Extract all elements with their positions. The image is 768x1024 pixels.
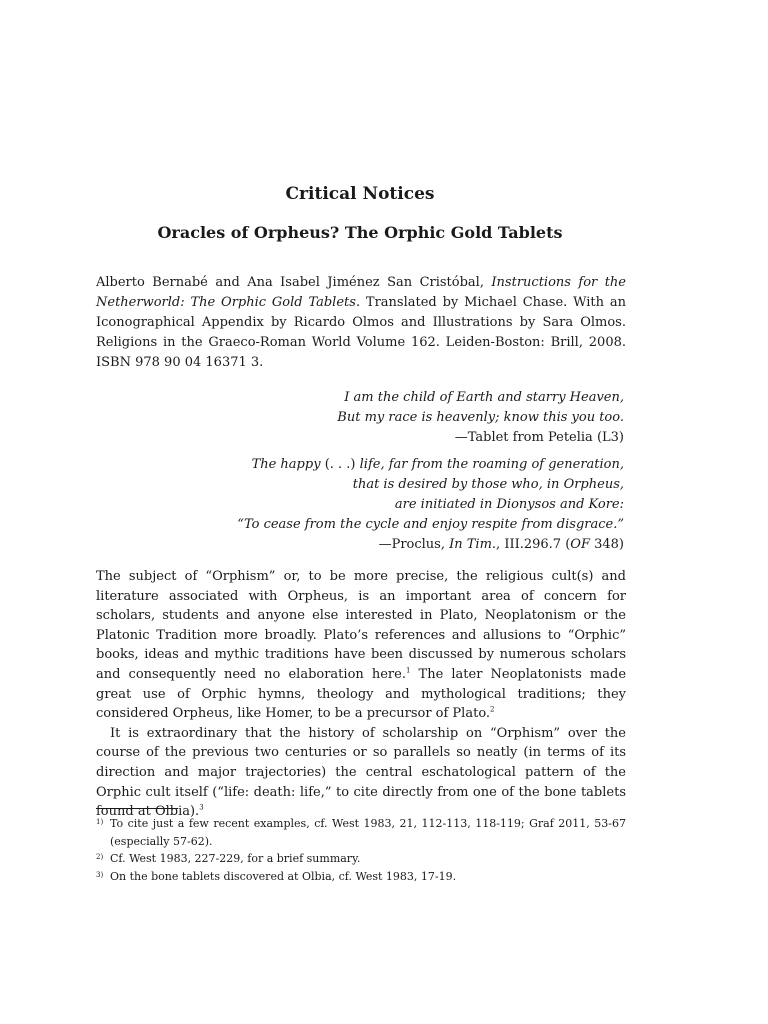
epigraph-proclus bbox=[180, 455, 624, 555]
article-title: Oracles of Orpheus? The Orphic Gold Tablets bbox=[157, 223, 563, 242]
footnote bbox=[96, 815, 626, 850]
epigraph-petelia bbox=[180, 388, 624, 448]
section-title: Critical Notices bbox=[285, 184, 435, 204]
epigraph-text: The happy bbox=[251, 457, 325, 472]
epigraph-line: that is desired by those who, in Orpheus, bbox=[352, 477, 624, 492]
citation-details: . Translated by Michael Chase. With an Iconographical Appendix by Ricardo Olmos and Illustrations by Sara Olmos. Religions in the Graeco-Roman World Volume 162. Leiden-Boston: Brill, 2008. ISBN 978 90 04 16371 3. bbox=[96, 295, 626, 370]
footnote-text: Cf. West 1983, 227-229, for a brief summary. bbox=[110, 852, 361, 865]
citation-authors: Alberto Bernabé and Ana Isabel Jiménez San Cristóbal, bbox=[96, 275, 492, 290]
body-text bbox=[96, 567, 626, 822]
epigraph-source bbox=[180, 535, 624, 555]
epigraph-line: I am the child of Earth and starry Heaven, bbox=[344, 390, 624, 405]
footnote-ref[interactable]: 3 bbox=[199, 803, 204, 812]
footnote-ref[interactable]: 1 bbox=[405, 666, 411, 675]
book-citation bbox=[96, 273, 626, 373]
epigraph-line: are initiated in Dionysos and Kore: bbox=[394, 497, 624, 512]
footnote-ref[interactable]: 2 bbox=[490, 705, 495, 714]
footnote-text: To cite just a few recent examples, cf. West 1983, 21, 112-113, 118-119; Graf 2011, 53-67 (especially 57-62). bbox=[110, 817, 626, 848]
footnote-divider bbox=[96, 808, 178, 809]
epigraph-ellipsis: (. . .) bbox=[324, 457, 356, 472]
epigraph-line bbox=[180, 455, 624, 475]
source-of: OF bbox=[570, 537, 590, 552]
paragraph-text: The subject of “Orphism” or, to be more precise, the religious cult(s) and literature associated with Orpheus, is an important area of concern for scholars, students and anyone else interested in Plato, Neoplatonism or the Platonic Tradition more broadly. Plato’s references and allusions to “Orphic” books, ideas and mythic traditions have been discussed by numerous scholars and consequently need no elaboration here. bbox=[96, 569, 626, 682]
footnote bbox=[96, 850, 626, 868]
paragraph-text: The later Neoplatonists made great use of Orphic hymns, theology and mythological traditions; they considered Orpheus, like Homer, to be a precursor of Plato. bbox=[96, 666, 627, 722]
epigraph-text: life, far from the roaming of generation, bbox=[355, 457, 624, 472]
epigraph-line: “To cease from the cycle and enjoy respite from disgrace.” bbox=[237, 517, 624, 532]
footnote-mark: 2) bbox=[96, 853, 104, 861]
paragraph-text: It is extraordinary that the history of scholarship on “Orphism” over the course of the previous two centuries or so parallels so neatly (in terms of its direction and major trajectories) the central eschatological pattern of the Orphic cult itself (“life: death: life,” to cite directly from one of the bone tablets found at Olbia). bbox=[96, 725, 626, 820]
citation-book-title: Instructions for the Netherworld: The Orphic Gold Tablets bbox=[96, 275, 626, 310]
footnote bbox=[96, 868, 626, 886]
footnote-text: On the bone tablets discovered at Olbia, cf. West 1983, 17-19. bbox=[110, 869, 457, 883]
paragraph bbox=[96, 567, 626, 724]
footnote-mark: 1) bbox=[96, 818, 104, 826]
footnote-mark: 3) bbox=[96, 870, 104, 879]
footnotes bbox=[96, 815, 626, 885]
source-text: —Proclus, bbox=[378, 537, 450, 552]
source-text: 348) bbox=[589, 537, 624, 552]
source-text: ., III.296.7 ( bbox=[491, 537, 571, 552]
source-work: In Tim bbox=[449, 537, 492, 552]
epigraph-source: —Tablet from Petelia (L3) bbox=[454, 430, 624, 445]
epigraph-line: But my race is heavenly; know this you too. bbox=[337, 410, 624, 425]
